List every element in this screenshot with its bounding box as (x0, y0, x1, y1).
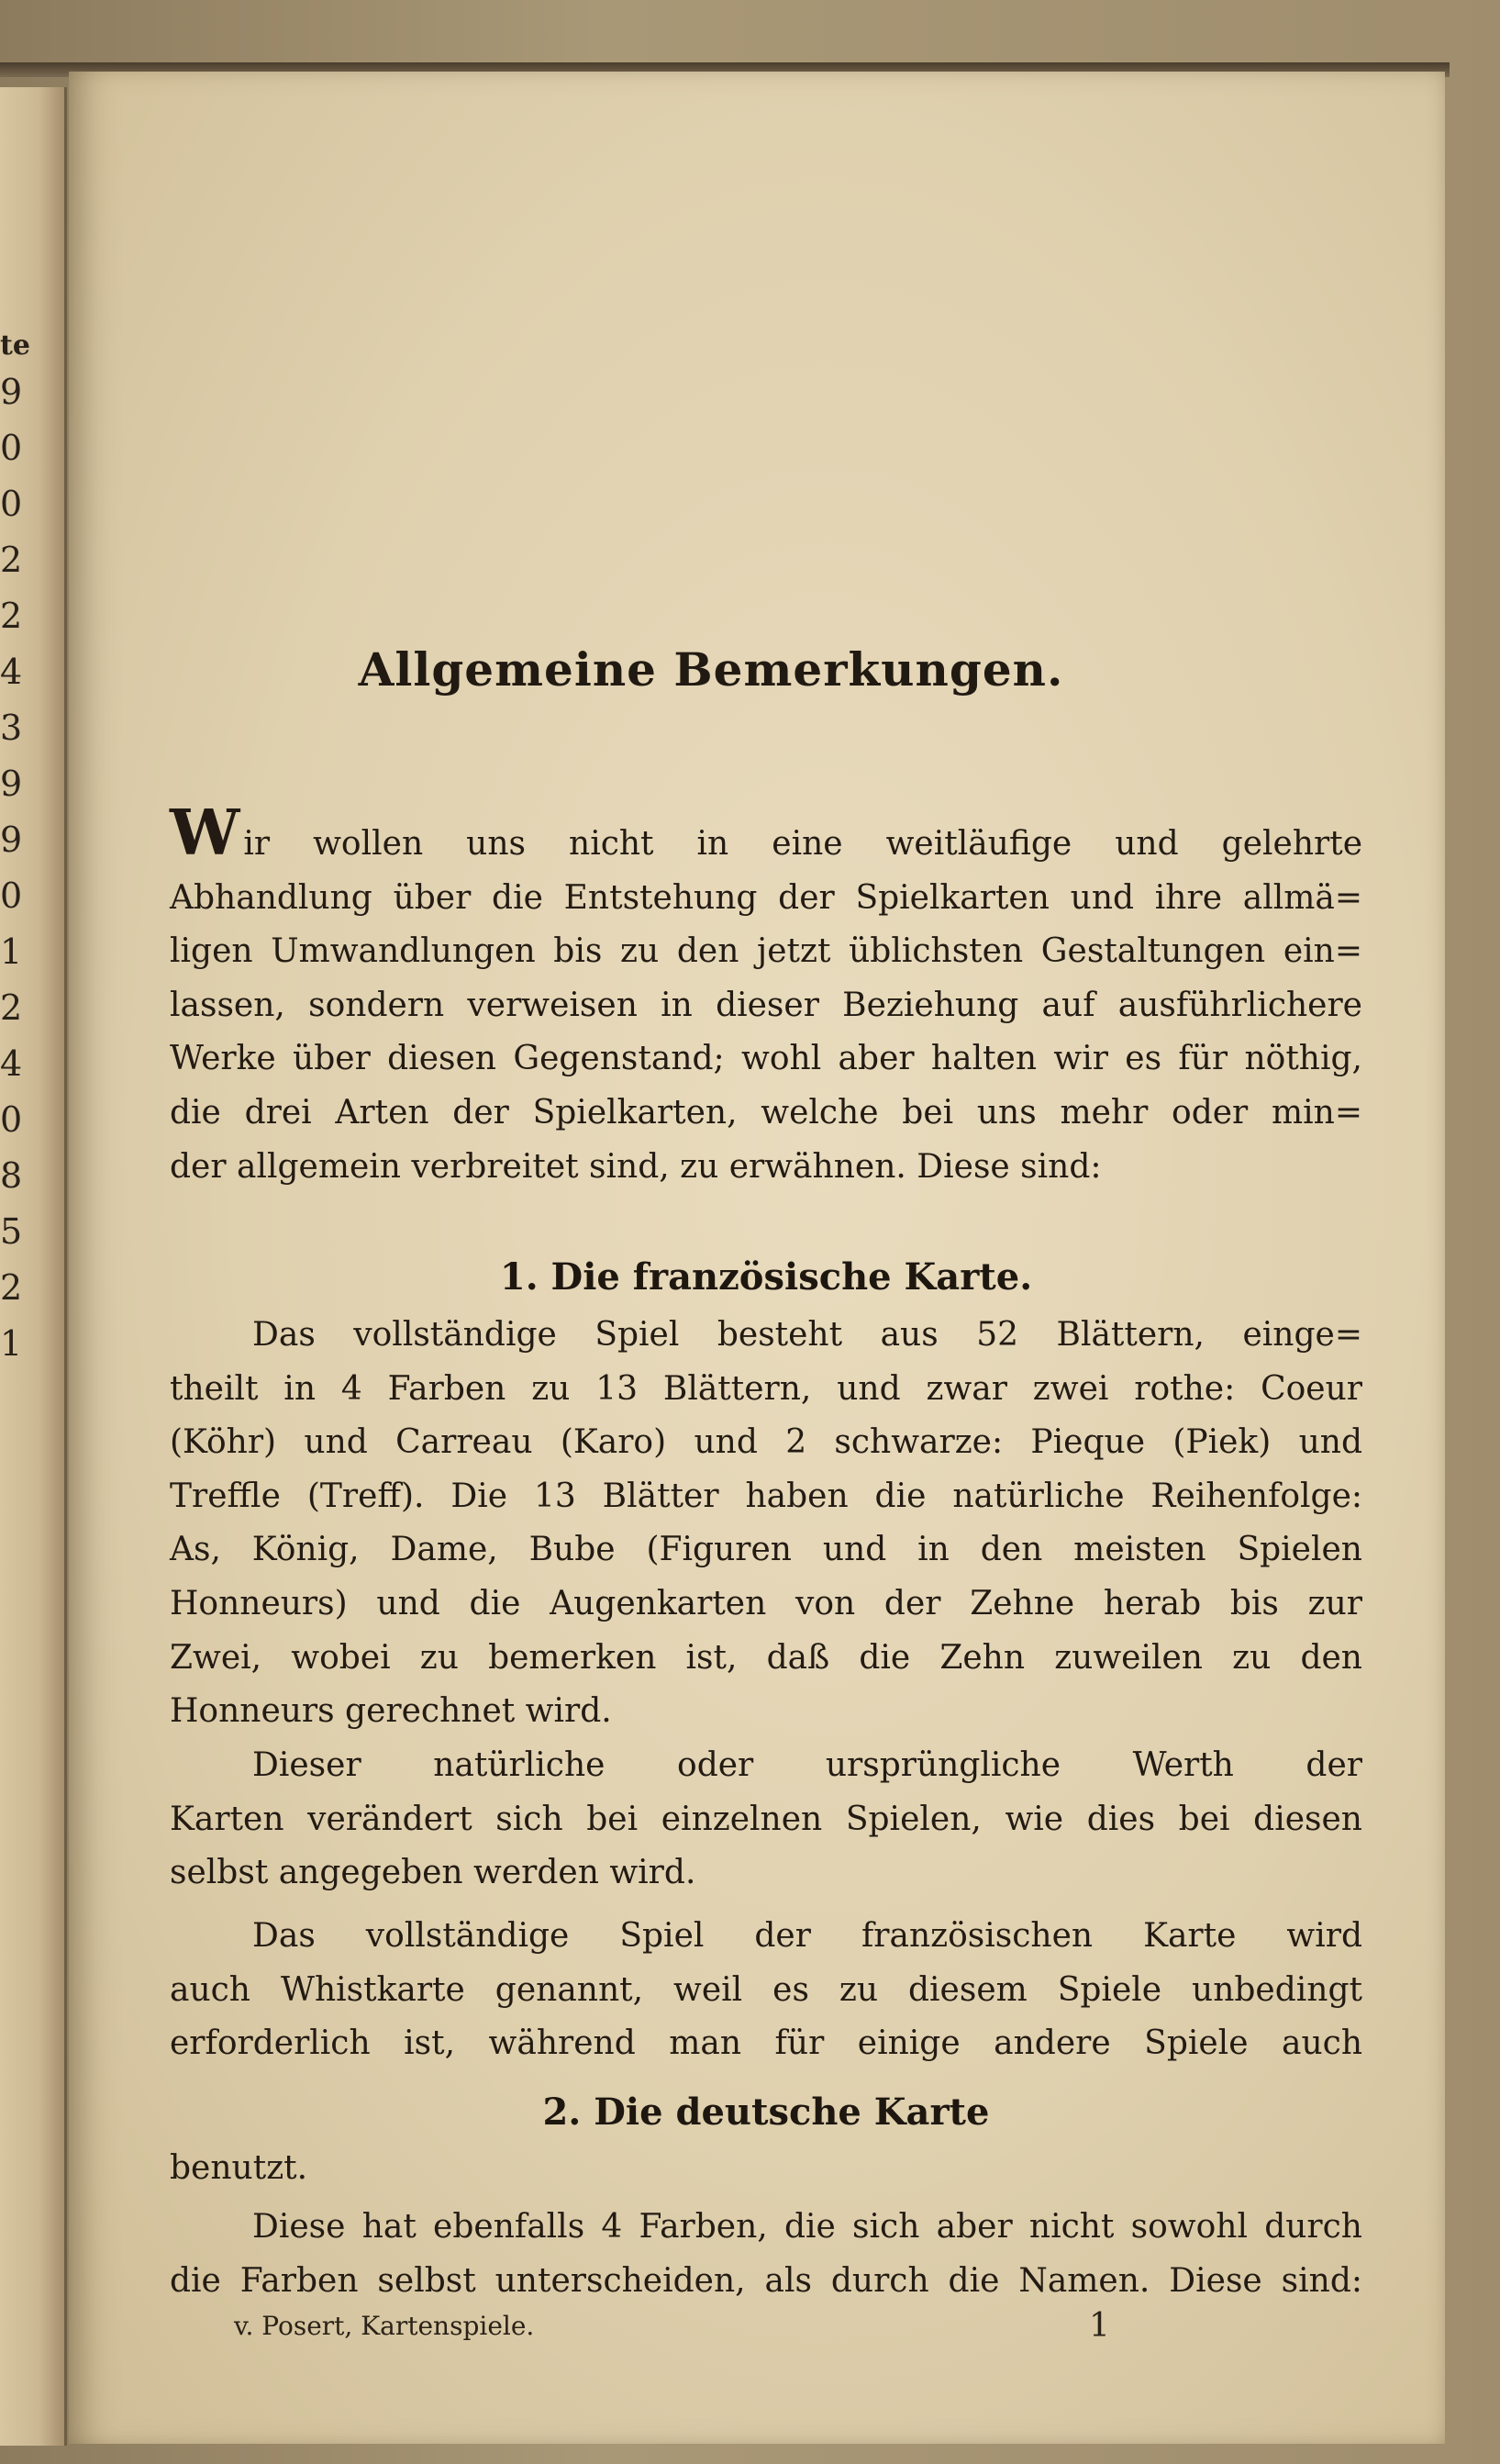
paragraph-line: Wir wollen uns nicht in eine weitläufige und gelehrte (170, 797, 1362, 870)
margin-digit: 2 (0, 540, 23, 580)
margin-digit: 5 (0, 1211, 23, 1252)
section-title-french-card: 1. Die französische Karte. (499, 1255, 1033, 1299)
paragraph-line: Dieser natürliche oder ursprüngliche Werth der (252, 1746, 1362, 1784)
german-card-continuation (170, 2142, 1362, 2196)
paragraph-line: der allgemein verbreitet sind, zu erwähnen. Diese sind: (170, 1147, 1102, 1186)
french-card-paragraph-2 (170, 1739, 1362, 1901)
paragraph-line: lassen, sondern verweisen in dieser Beziehung auf ausführlichere (170, 986, 1362, 1024)
paragraph-line: Karten verändert sich bei einzelnen Spielen, wie dies bei diesen (170, 1800, 1362, 1838)
margin-digit: 0 (0, 1099, 23, 1140)
page-number: 1 (1089, 2307, 1110, 2345)
margin-digit: 0 (0, 875, 23, 916)
margin-digit: 3 (0, 708, 23, 748)
margin-digit: 9 (0, 819, 23, 860)
margin-digit: te (0, 329, 30, 362)
margin-digit: 0 (0, 484, 23, 524)
paragraph-line: As, König, Dame, Bube (Figuren und in den meisten Spielen (170, 1531, 1362, 1569)
margin-digit: 0 (0, 428, 23, 468)
margin-digit: 1 (0, 931, 23, 972)
french-card-paragraph-3 (170, 1910, 1362, 2071)
paragraph-line: Zwei, wobei zu bemerken ist, daß die Zehn zuweilen zu den (170, 1638, 1362, 1677)
paragraph-line: Treffle (Treff). Die 13 Blätter haben die natürliche Reihenfolge: (170, 1477, 1362, 1515)
german-card-paragraph-1 (170, 2201, 1362, 2308)
paragraph-line: Diese hat ebenfalls 4 Farben, die sich aber nicht sowohl durch (252, 2208, 1362, 2246)
paragraph-line: die drei Arten der Spielkarten, welche bei uns mehr oder min= (170, 1093, 1362, 1132)
paragraph-line: auch Whistkarte genannt, weil es zu diesem Spiele unbedingt (170, 1970, 1362, 2009)
margin-digit: 8 (0, 1155, 23, 1196)
margin-digit: 2 (0, 596, 23, 636)
paragraph-line: Das vollständige Spiel der französischen Karte wird (252, 1917, 1362, 1955)
paragraph-line: erforderlich ist, während man für einige andere Spiele auch (170, 2024, 1362, 2063)
margin-digit: 2 (0, 987, 23, 1028)
paragraph-line: Abhandlung über die Entstehung der Spielkarten und ihre allmä= (170, 878, 1362, 917)
footer-signature: v. Posert, Kartenspiele. (234, 2311, 535, 2341)
previous-page-edge (0, 87, 67, 2446)
section-title-german-card: 2. Die deutsche Karte (542, 2090, 990, 2134)
book-page (69, 72, 1445, 2444)
margin-digit: 4 (0, 652, 23, 692)
paragraph-line: ligen Umwandlungen bis zu den jetzt üblichsten Gestaltungen ein= (170, 932, 1362, 971)
paragraph-line: Honneurs gerechnet wird. (170, 1692, 612, 1731)
intro-paragraph (170, 797, 1362, 1194)
paragraph-line: Das vollständige Spiel besteht aus 52 Blättern, einge= (252, 1316, 1362, 1354)
paragraph-line: theilt in 4 Farben zu 13 Blättern, und zwar zwei rothe: Coeur (170, 1369, 1362, 1408)
margin-digit: 4 (0, 1043, 23, 1084)
paragraph-line: (Köhr) und Carreau (Karo) und 2 schwarze: Pieque (Piek) und (170, 1423, 1362, 1462)
drop-cap: W (170, 797, 240, 870)
page-heading: Allgemeine Bemerkungen. (358, 642, 1064, 697)
paragraph-line: Werke über diesen Gegenstand; wohl aber halten wir es für nöthig, (170, 1040, 1362, 1078)
french-card-paragraph-1 (170, 1309, 1362, 1739)
paragraph-line: Honneurs) und die Augenkarten von der Zehne herab bis zur (170, 1584, 1362, 1622)
margin-digit: 1 (0, 1323, 23, 1364)
margin-digits (0, 328, 28, 1372)
paragraph-line: benutzt. (170, 2149, 308, 2187)
paragraph-line: die Farben selbst unterscheiden, als durch die Namen. Diese sind: (170, 2261, 1362, 2300)
margin-digit: 2 (0, 1267, 23, 1308)
margin-digit: 9 (0, 764, 23, 804)
paragraph-line: selbst angegeben werden wird. (170, 1854, 696, 1892)
margin-digit: 9 (0, 372, 23, 412)
